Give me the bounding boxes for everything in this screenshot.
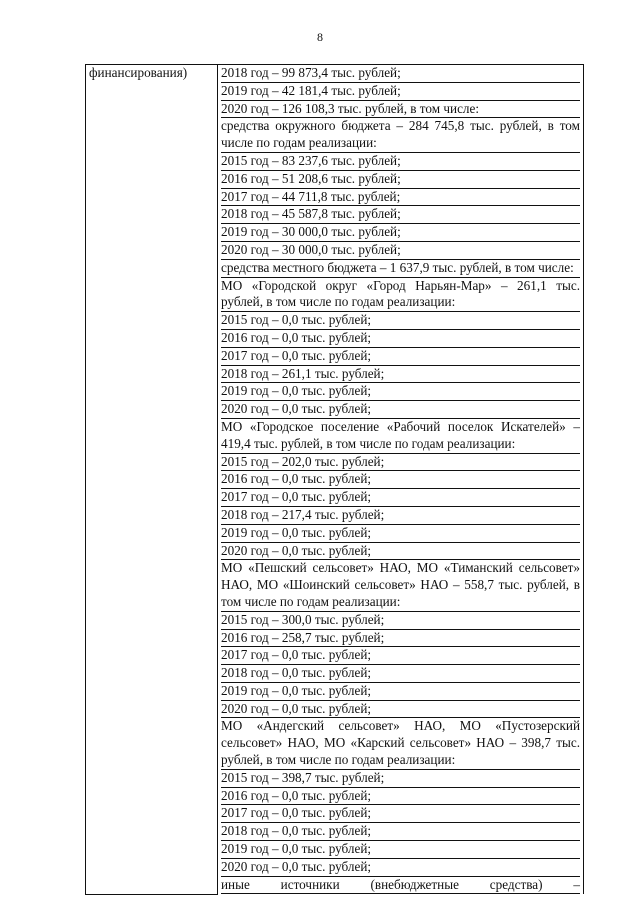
text-paragraph: МО «Городское поселение «Рабочий поселок Искателей» – 419,4 тыс. рублей, в том числе по годам реализации: <box>221 419 580 454</box>
text-line: 2016 год – 258,7 тыс. рублей; <box>221 630 580 648</box>
text-line: 2018 год – 99 873,4 тыс. рублей; <box>221 65 580 83</box>
text-line: 2019 год – 0,0 тыс. рублей; <box>221 683 580 701</box>
text-line: 2019 год – 30 000,0 тыс. рублей; <box>221 224 580 242</box>
text-paragraph: МО «Городской округ «Город Нарьян-Мар» – 261,1 тыс. рублей, в том числе по годам реализации: <box>221 278 580 313</box>
text-line: 2017 год – 0,0 тыс. рублей; <box>221 489 580 507</box>
text-paragraph: МО «Андегский сельсовет» НАО, МО «Пустозерский сельсовет» НАО, МО «Карский сельсовет» НАО – 398,7 тыс. рублей, в том числе по годам реализации: <box>221 718 580 769</box>
text-line: 2018 год – 217,4 тыс. рублей; <box>221 507 580 525</box>
text-line: 2015 год – 300,0 тыс. рублей; <box>221 612 580 630</box>
text-line: 2019 год – 0,0 тыс. рублей; <box>221 525 580 543</box>
text-line: 2020 год – 0,0 тыс. рублей; <box>221 401 580 419</box>
text-line: 2015 год – 0,0 тыс. рублей; <box>221 312 580 330</box>
text-line: 2016 год – 0,0 тыс. рублей; <box>221 471 580 489</box>
financing-table <box>85 64 584 895</box>
text-line: 2018 год – 0,0 тыс. рублей; <box>221 665 580 683</box>
text-line: 2016 год – 0,0 тыс. рублей; <box>221 330 580 348</box>
text-line: 2016 год – 0,0 тыс. рублей; <box>221 788 580 806</box>
text-line: 2017 год – 44 711,8 тыс. рублей; <box>221 189 580 207</box>
text-line: 2019 год – 0,0 тыс. рублей; <box>221 841 580 859</box>
text-line: 2017 год – 0,0 тыс. рублей; <box>221 348 580 366</box>
text-line: 2020 год – 30 000,0 тыс. рублей; <box>221 242 580 260</box>
text-paragraph: средства окружного бюджета – 284 745,8 тыс. рублей, в том числе по годам реализации: <box>221 118 580 153</box>
text-line: 2018 год – 0,0 тыс. рублей; <box>221 823 580 841</box>
text-line: 2015 год – 202,0 тыс. рублей; <box>221 454 580 472</box>
page-number: 8 <box>317 30 323 44</box>
text-line: 2019 год – 42 181,4 тыс. рублей; <box>221 83 580 101</box>
text-line: 2020 год – 0,0 тыс. рублей; <box>221 859 580 877</box>
row-content-cell <box>218 65 584 895</box>
text-line: 2018 год – 45 587,8 тыс. рублей; <box>221 206 580 224</box>
text-line: 2020 год – 126 108,3 тыс. рублей, в том числе: <box>221 101 580 119</box>
text-line: 2018 год – 261,1 тыс. рублей; <box>221 366 580 384</box>
text-line: 2015 год – 83 237,6 тыс. рублей; <box>221 153 580 171</box>
text-line: 2019 год – 0,0 тыс. рублей; <box>221 383 580 401</box>
row-label-cell: финансирования) <box>86 65 218 895</box>
text-line: 2016 год – 51 208,6 тыс. рублей; <box>221 171 580 189</box>
text-line: 2015 год – 398,7 тыс. рублей; <box>221 770 580 788</box>
table-row <box>86 65 584 895</box>
text-paragraph: иные источники (внебюджетные средства) – <box>221 877 580 895</box>
text-line: 2020 год – 0,0 тыс. рублей; <box>221 701 580 719</box>
text-line: 2017 год – 0,0 тыс. рублей; <box>221 647 580 665</box>
text-paragraph: МО «Пешский сельсовет» НАО, МО «Тиманский сельсовет» НАО, МО «Шоинский сельсовет» НАО – 558,7 тыс. рублей, в том числе по годам реализации: <box>221 560 580 611</box>
text-line: 2020 год – 0,0 тыс. рублей; <box>221 543 580 561</box>
text-line: 2017 год – 0,0 тыс. рублей; <box>221 805 580 823</box>
text-paragraph: средства местного бюджета – 1 637,9 тыс. рублей, в том числе: <box>221 260 580 278</box>
